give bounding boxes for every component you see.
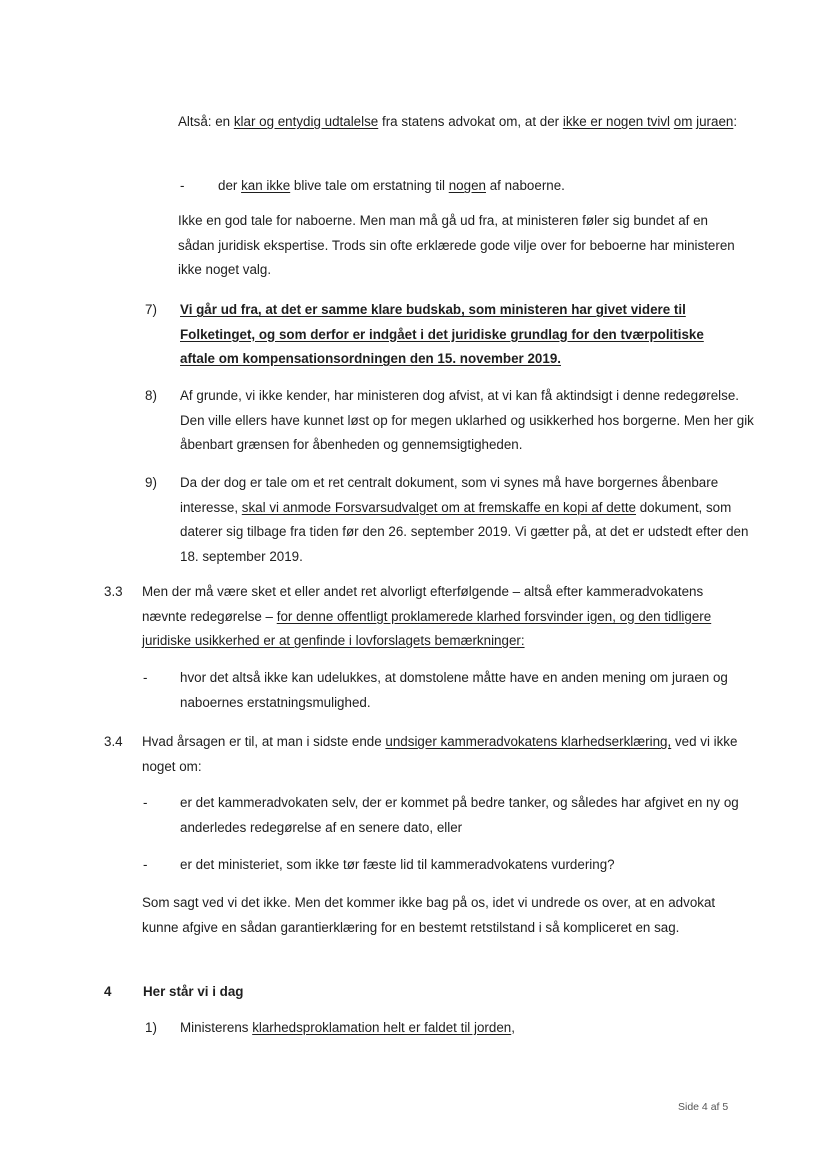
section-3-4-number: 3.4 [104,734,123,749]
section-4-number: 4 [104,984,112,999]
page-number: Side 4 af 5 [678,1101,729,1113]
section-3-4-bullet-2: er det ministeriet, som ikke tør fæste lid til kammeradvokatens vurdering? [180,857,615,872]
section-3-3-text: Men der må være sket et eller andet ret alvorligt efterfølgende – altså efter kammeradvokatens nævnte redegørelse – for denne offentligt proklamerede klarhed forsvinder igen, og den tidligere juridiske usikkerhed er at genfinde i lovforslagets bemærkninger: [142,584,712,648]
intro-bullet: der kan ikke blive tale om erstatning til nogen af naboerne. [218,178,565,193]
section-4-title: Her står vi i dag [143,984,244,999]
section-3-4-closing: Som sagt ved vi det ikke. Men det kommer ikke bag på os, idet vi undrede os over, at en advokat kunne afgive en sådan garantierklæring for en bestemt retstilstand i så kompliceret en sag. [142,895,716,935]
item-7-text: Vi går ud fra, at det er samme klare budskab, som ministeren har givet videre til Folketinget, og som derfor er indgået i det juridiske grundlag for den tværpolitiske aftale om kompensationsordningen den 15. november 2019. [180,302,704,366]
section-3-4-dash-2: - [143,857,148,872]
section-4-item-text: Ministerens klarhedsproklamation helt er faldet til jorden, [180,1020,515,1035]
section-3-4-text: Hvad årsagen er til, at man i sidste ende undsiger kammeradvokatens klarhedserklæring, ved vi ikke noget om: [142,734,738,774]
intro-dash: - [180,178,185,193]
item-7-number: 7) [145,302,157,317]
intro-paragraph: Altså: en klar og entydig udtalelse fra statens advokat om, at der ikke er nogen tvivl om juraen: [178,114,738,129]
section-3-3-bullet: hvor det altså ikke kan udelukkes, at domstolene måtte have en anden mening om juraen og naboernes erstatningsmulighed. [180,670,728,710]
section-3-3-dash: - [143,670,148,685]
section-3-4-dash-1: - [143,795,148,810]
section-3-3-number: 3.3 [104,584,123,599]
section-3-4-bullet-1: er det kammeradvokaten selv, der er kommet på bedre tanker, og således har afgivet en ny og anderledes redegørelse af en senere dato, eller [180,795,739,835]
item-8-text: Af grunde, vi ikke kender, har ministeren dog afvist, at vi kan få aktindsigt i denne redegørelse. Den ville ellers have kunnet løst op for megen uklarhed og usikkerhed hos borgerne. Men her gik åbenbart grænsen for åbenheden og gennemsigtigheden. [180,388,754,452]
section-4-item-number: 1) [145,1020,157,1035]
intro-paragraph-2: Ikke en god tale for naboerne. Men man må gå ud fra, at ministeren føler sig bundet af en sådan juridisk ekspertise. Trods sin ofte erklærede gode vilje over for beboerne har ministeren ikke noget valg. [178,213,735,277]
item-8-number: 8) [145,388,157,403]
item-9-number: 9) [145,475,157,490]
item-9-text: Da der dog er tale om et ret centralt dokument, som vi synes må have borgernes åbenbare interesse, skal vi anmode Forsvarsudvalget om at fremskaffe en kopi af dette dokument, som daterer sig tilbage fra tiden før den 26. september 2019. Vi gætter på, at det er udstedt efter den 18. september 2019. [180,475,749,564]
